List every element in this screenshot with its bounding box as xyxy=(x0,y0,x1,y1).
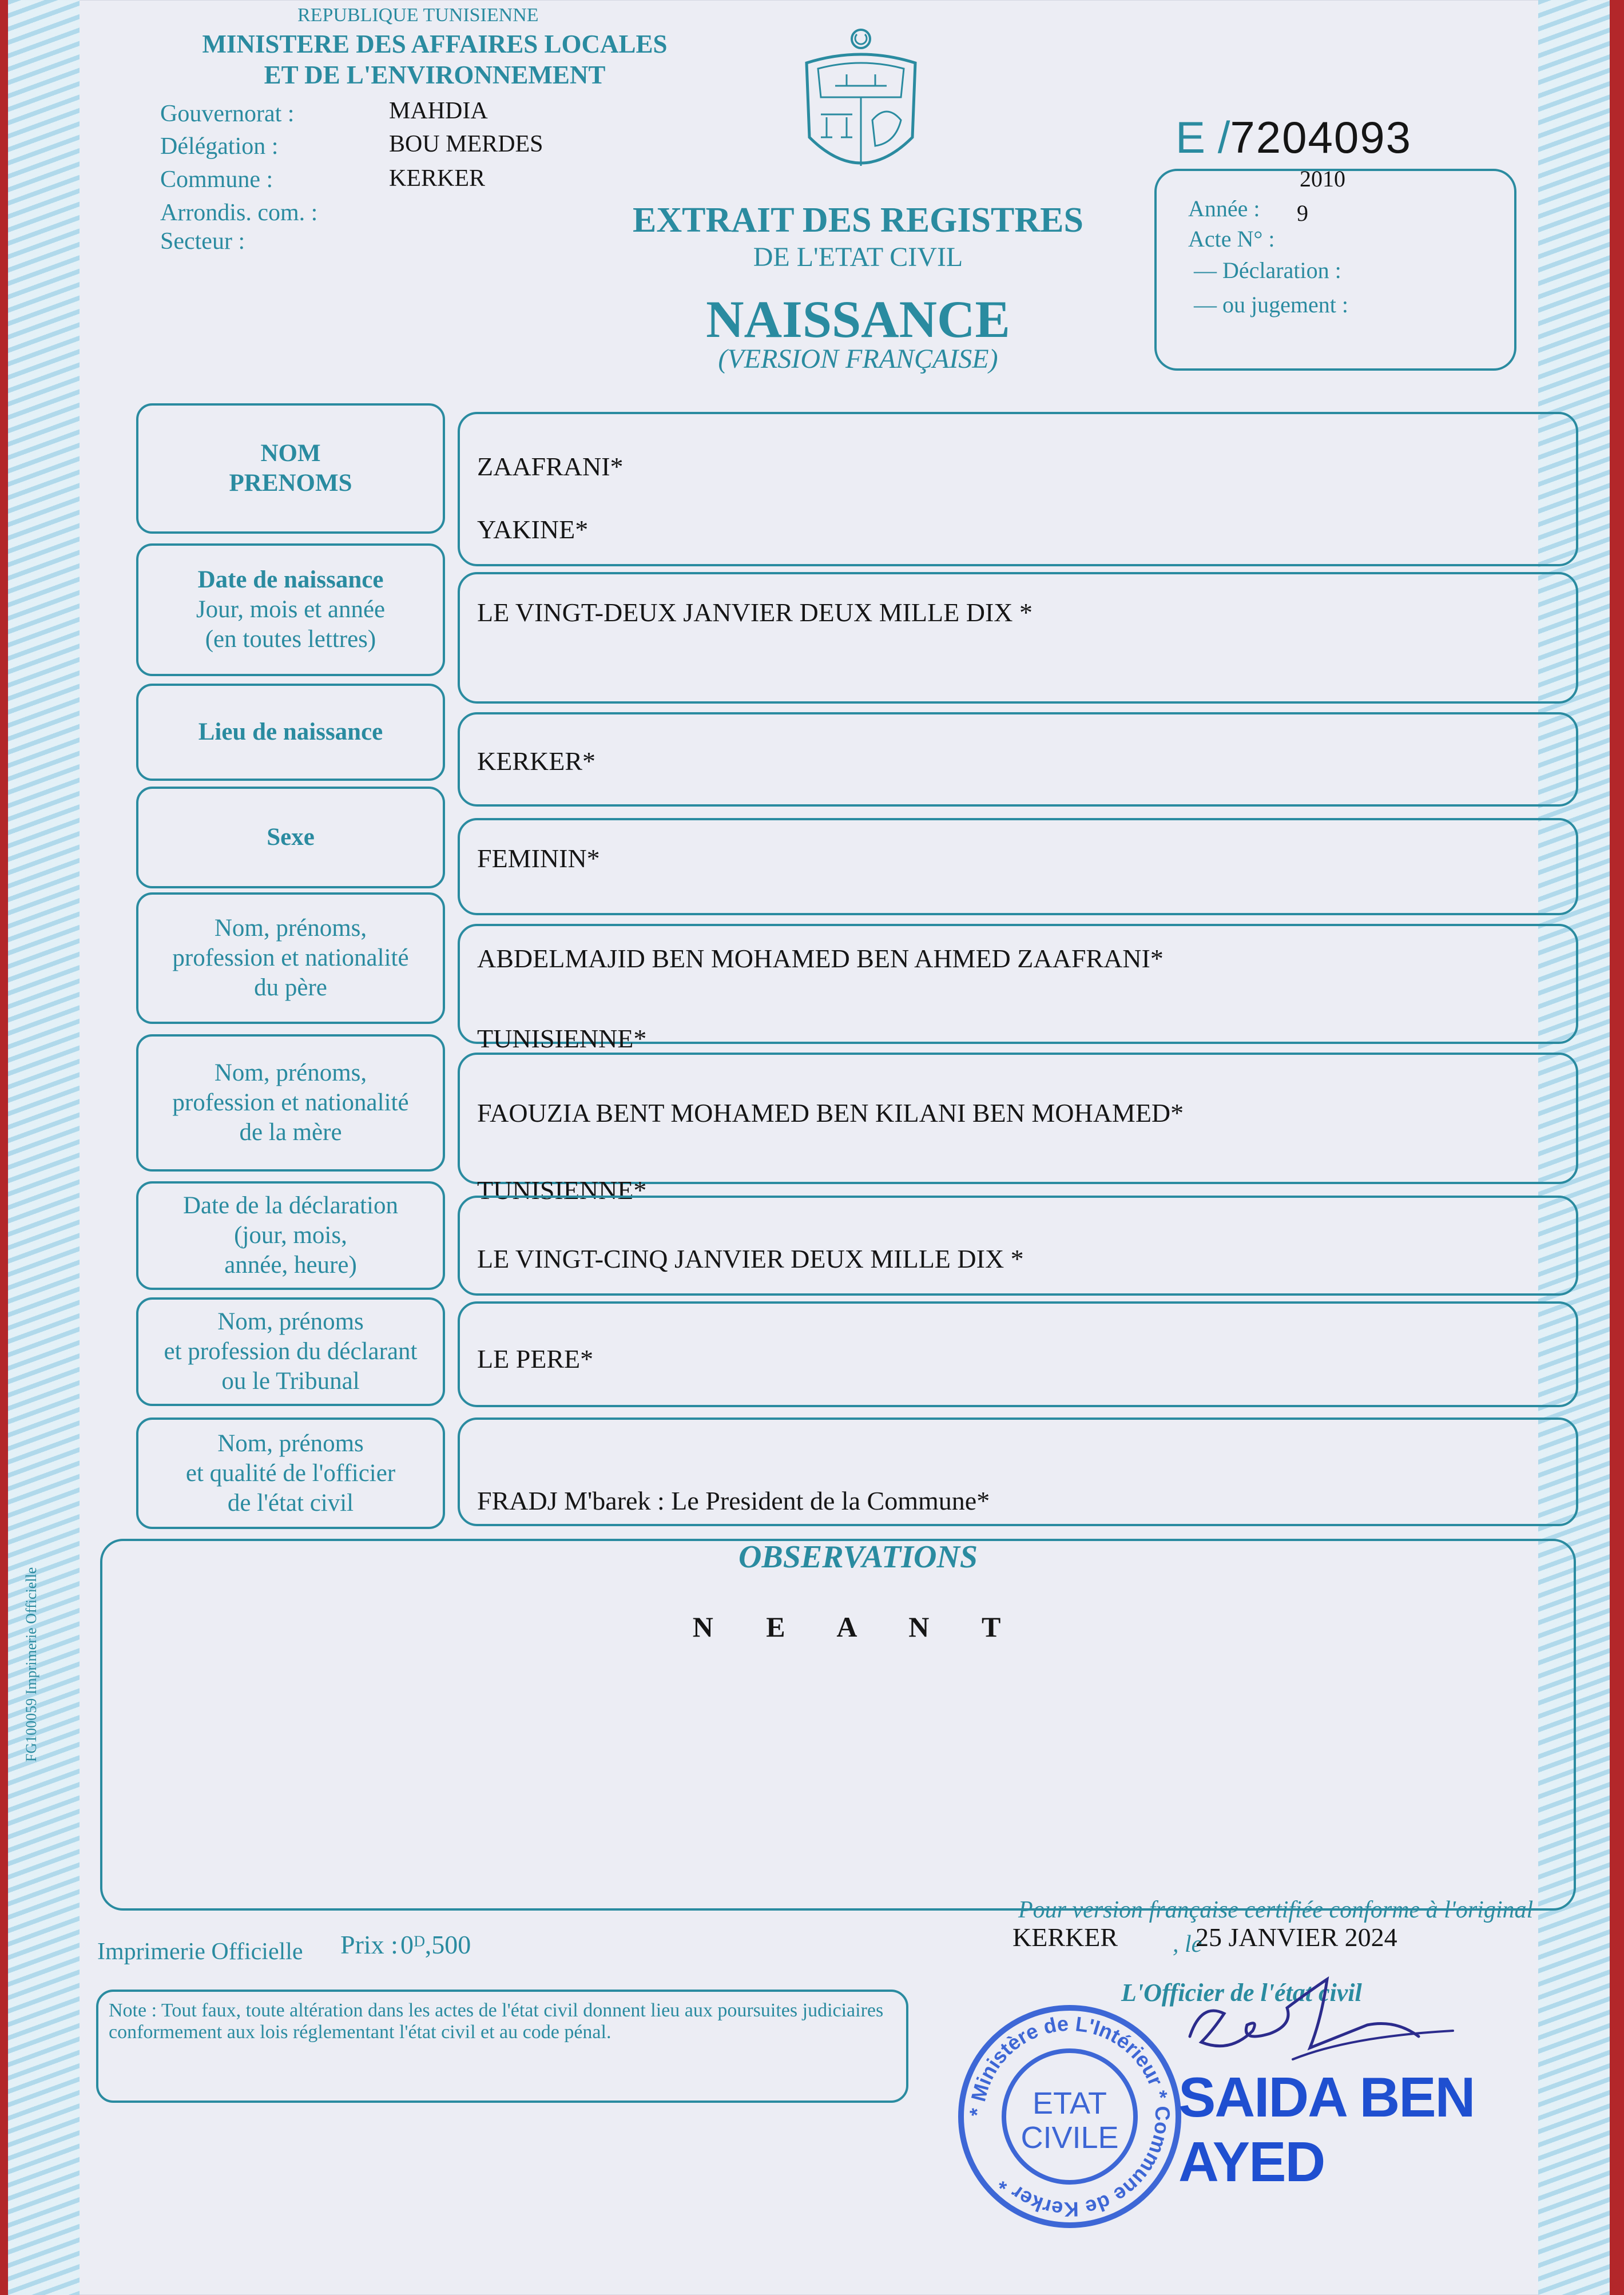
label-officier-line3: de l'état civil xyxy=(227,1489,354,1516)
value-nom: ZAAFRANI* xyxy=(477,452,624,481)
value-mere-name: FAOUZIA BENT MOHAMED BEN KILANI BEN MOHAMED* xyxy=(477,1098,1184,1127)
issue-le: , le xyxy=(1173,1931,1202,1958)
label-pere-line3: du père xyxy=(254,974,327,1001)
gouvernorat-value: MAHDIA xyxy=(389,98,488,124)
label-sexe-text: Sexe xyxy=(267,824,315,851)
stamp-center-line1: ETAT xyxy=(1033,2086,1107,2121)
value-box-officier xyxy=(458,1418,1578,1526)
label-mere-line2: profession et nationalité xyxy=(172,1089,409,1116)
label-pere xyxy=(136,892,445,1024)
label-prenoms: PRENOMS xyxy=(229,470,352,497)
declaration-label: — Déclaration : xyxy=(1194,257,1341,283)
annee-value: 2010 xyxy=(1300,166,1345,192)
value-mere-nationality: TUNISIENNE* xyxy=(477,1176,647,1205)
serial-number xyxy=(1176,112,1412,164)
label-declarant-line2: et profession du déclarant xyxy=(164,1338,418,1365)
label-sexe xyxy=(136,787,445,888)
republic-header: REPUBLIQUE TUNISIENNE xyxy=(297,5,539,26)
observations-box xyxy=(100,1539,1576,1911)
arrondissement-label: Arrondis. com. : xyxy=(160,200,318,226)
label-date-declaration-line3: année, heure) xyxy=(224,1252,357,1278)
stamp-center-line2: CIVILE xyxy=(1021,2121,1119,2155)
jugement-label: — ou jugement : xyxy=(1194,292,1348,317)
acte-box xyxy=(1154,166,1516,371)
value-lieu: KERKER* xyxy=(477,747,595,776)
value-prenoms: YAKINE* xyxy=(477,515,589,544)
commune-label: Commune : xyxy=(160,166,273,193)
value-box-declarant xyxy=(458,1301,1578,1407)
label-mere-line3: de la mère xyxy=(239,1119,342,1146)
prix-label: Prix : xyxy=(340,1930,398,1959)
value-box-date-naissance xyxy=(458,572,1578,704)
value-box-pere xyxy=(458,924,1578,1053)
observations-value: N E A N T xyxy=(692,1611,1024,1643)
delegation-value: BOU MERDES xyxy=(389,131,543,157)
label-declarant xyxy=(136,1297,445,1406)
value-box-lieu xyxy=(458,712,1578,807)
title-naissance: NAISSANCE xyxy=(706,290,1010,348)
label-mere xyxy=(136,1034,445,1172)
label-date-naissance-line1: Date de naissance xyxy=(197,566,384,593)
label-pere-line2: profession et nationalité xyxy=(172,944,409,971)
label-nom-prenoms xyxy=(136,403,445,534)
title-version: (VERSION FRANÇAISE) xyxy=(718,344,998,374)
value-pere-name: ABDELMAJID BEN MOHAMED BEN AHMED ZAAFRANI* xyxy=(477,944,1164,973)
side-printer-code: FG100059 Imprimerie Officielle xyxy=(23,1567,39,1762)
legal-note-text: Note : Tout faux, toute altération dans les actes de l'état civil donnent lieu aux poursuites judiciaires conformement aux lois réglementant l'état civil et au code pénal. xyxy=(109,2000,884,2043)
title-etat-civil: DE L'ETAT CIVIL xyxy=(753,242,963,272)
value-officier: FRADJ M'barek : Le President de la Commune* xyxy=(477,1486,990,1515)
ministry-line-1: MINISTERE DES AFFAIRES LOCALES xyxy=(202,30,668,58)
observations-title: OBSERVATIONS xyxy=(738,1539,978,1575)
value-date-naissance: LE VINGT-DEUX JANVIER DEUX MILLE DIX * xyxy=(477,598,1033,627)
gouvernorat-label: Gouvernorat : xyxy=(160,101,295,127)
label-date-declaration-line2: (jour, mois, xyxy=(234,1222,347,1249)
legal-note-box xyxy=(96,1990,908,2103)
label-date-naissance-line2: Jour, mois et année xyxy=(196,596,386,623)
tunisia-coat-of-arms xyxy=(795,23,927,189)
official-stamp xyxy=(955,2002,1184,2231)
label-nom: NOM xyxy=(260,440,321,467)
issue-date: 25 JANVIER 2024 xyxy=(1196,1923,1397,1952)
issue-place: KERKER xyxy=(1012,1923,1118,1952)
annee-label: Année : xyxy=(1188,196,1260,221)
prix-value: 0ᴰ,500 xyxy=(400,1930,471,1959)
label-pere-line1: Nom, prénoms, xyxy=(214,915,367,942)
value-date-declaration: LE VINGT-CINQ JANVIER DEUX MILLE DIX * xyxy=(477,1244,1024,1273)
serial-prefix: E / xyxy=(1176,112,1230,162)
value-box-sexe xyxy=(458,818,1578,915)
guilloche-border-left xyxy=(8,0,80,2295)
value-box-date-declaration xyxy=(458,1196,1578,1296)
label-declarant-line1: Nom, prénoms xyxy=(217,1308,364,1335)
imprimerie-label: Imprimerie Officielle xyxy=(97,1939,303,1965)
value-pere-nationality: TUNISIENNE* xyxy=(477,1024,647,1053)
label-date-naissance-line3: (en toutes lettres) xyxy=(205,626,376,653)
value-box-nom xyxy=(458,412,1578,566)
value-declarant: LE PERE* xyxy=(477,1344,594,1373)
acte-number-value: 9 xyxy=(1297,200,1308,226)
value-box-mere xyxy=(458,1053,1578,1205)
secteur-label: Secteur : xyxy=(160,228,245,255)
value-sexe: FEMININ* xyxy=(477,844,600,873)
acte-number-label: Acte N° : xyxy=(1188,226,1275,252)
serial-value: 7204093 xyxy=(1230,112,1412,162)
certified-conforme-text: Pour version française certifiée conforme à l'original xyxy=(1018,1897,1534,1923)
title-extrait: EXTRAIT DES REGISTRES xyxy=(633,201,1083,240)
label-officier-line1: Nom, prénoms xyxy=(217,1430,364,1457)
officier-signature-label: L'Officier de l'état civil xyxy=(1121,1979,1362,2007)
label-mere-line1: Nom, prénoms, xyxy=(214,1059,367,1086)
ministry-line-2: ET DE L'ENVIRONNEMENT xyxy=(264,61,606,89)
label-date-declaration-line1: Date de la déclaration xyxy=(182,1192,399,1219)
label-officier-line2: et qualité de l'officier xyxy=(185,1459,396,1487)
commune-value: KERKER xyxy=(389,165,485,192)
ministry-header xyxy=(180,29,689,90)
delegation-label: Délégation : xyxy=(160,133,279,160)
label-lieu-naissance-text: Lieu de naissance xyxy=(198,718,383,745)
label-officier xyxy=(136,1418,445,1529)
label-declarant-line3: ou le Tribunal xyxy=(221,1368,360,1395)
label-date-declaration xyxy=(136,1181,445,1290)
label-lieu-naissance xyxy=(136,684,445,781)
officer-name-stamp: SAIDA BEN AYED xyxy=(1178,2066,1475,2193)
stamp-ring-text: * Ministère de L'Intérieur * Commune de Kerker * xyxy=(964,2011,1175,2222)
label-date-naissance xyxy=(136,543,445,676)
